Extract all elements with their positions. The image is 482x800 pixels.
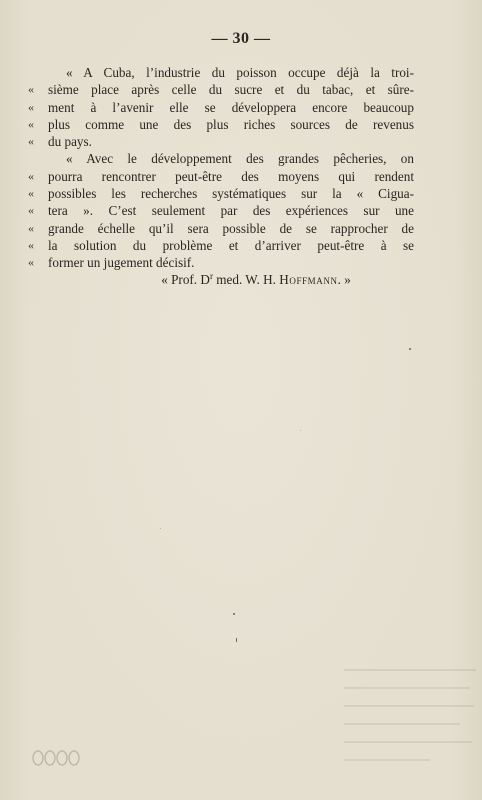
margin-guillemet: «: [28, 186, 34, 201]
signature-open: « Prof. D: [161, 272, 210, 287]
paper-speck: [409, 348, 411, 350]
line-text: « Avec le développement des grandes pêcheries, on: [66, 151, 414, 167]
text-line: [28, 237, 414, 254]
show-through-text: [340, 660, 480, 780]
margin-guillemet: «: [28, 255, 34, 270]
library-stamp: [30, 748, 84, 768]
signature-line: [0, 271, 482, 288]
line-text: former un jugement décisif.: [48, 255, 195, 271]
text-line: [28, 185, 414, 202]
line-text: la solution du problème et d’arriver peut-être à se: [48, 237, 414, 253]
margin-guillemet: «: [28, 134, 34, 149]
line-text: plus comme une des plus riches sources de revenus: [48, 116, 414, 132]
text-line: [28, 254, 414, 271]
text-line: [28, 220, 414, 237]
margin-guillemet: «: [28, 99, 34, 114]
quoted-text-block: [28, 64, 414, 272]
margin-guillemet: «: [28, 203, 34, 218]
margin-guillemet: «: [28, 237, 34, 252]
line-text: possibles les recherches systématiques sur la « Cigua-: [48, 186, 414, 202]
line-text: ment à l’avenir elle se développera encore beaucoup: [48, 99, 414, 115]
page-number: — 30 —: [211, 30, 271, 47]
text-line: [28, 116, 414, 133]
signature-author-name: Hoffmann: [279, 272, 338, 287]
signature-superscript: r: [209, 271, 213, 281]
paper-speck: [236, 638, 237, 642]
text-line: [28, 168, 414, 185]
line-text: « A Cuba, l’industrie du poisson occupe déjà la troi-: [66, 65, 414, 80]
text-line: [48, 150, 414, 167]
line-text: du pays.: [48, 134, 92, 150]
text-line: [28, 81, 414, 98]
paper-speck: [300, 430, 301, 431]
paper-speck: [233, 613, 235, 615]
line-text: grande échelle qu’il sera possible de se rapprocher de: [48, 220, 414, 236]
signature-close: . »: [337, 272, 351, 287]
line-text: pourra rencontrer peut-être des moyens qui rendent: [48, 168, 414, 184]
paper-speck: [160, 528, 161, 529]
text-line: [28, 133, 414, 150]
margin-guillemet: «: [28, 220, 34, 235]
text-line: [48, 64, 414, 81]
text-line: [28, 99, 414, 116]
signature-middle: med. W. H.: [212, 272, 280, 287]
margin-guillemet: «: [28, 168, 34, 183]
margin-guillemet: «: [28, 82, 34, 97]
line-text: sième place après celle du sucre et du tabac, et sûre-: [48, 82, 414, 98]
margin-guillemet: «: [28, 116, 34, 131]
line-text: tera ». C’est seulement par des expériences sur une: [48, 203, 414, 219]
text-line: [28, 202, 414, 219]
